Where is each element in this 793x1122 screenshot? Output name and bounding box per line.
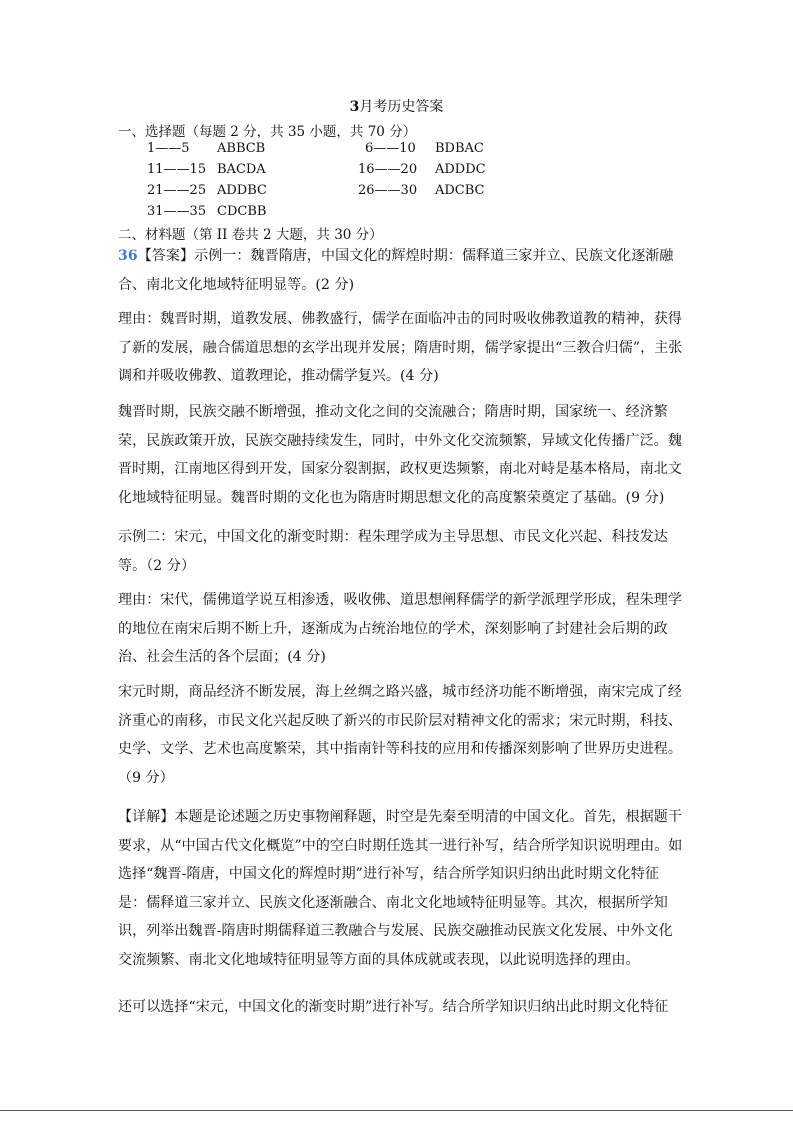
answer-range: 21——25 [147, 183, 207, 198]
answer-example-one: 示例一：魏晋隋唐，中国文化的辉煌时期：儒释道三家并立、民族文化逐渐融合、南北文化地域特征明显等。(2 分) [118, 248, 674, 293]
page-bottom-divider [0, 1110, 793, 1111]
answer-row [365, 141, 484, 156]
answer-paragraph [118, 242, 683, 299]
answer-letters: BACDA [217, 162, 266, 177]
answer-letters: ADDBC [217, 183, 267, 198]
answer-range: 31——35 [147, 204, 207, 219]
section1-heading: 一、选择题（每题 2 分，共 35 小题，共 70 分） [118, 124, 417, 140]
analysis-paragraph: 魏晋时期，民族交融不断增强，推动文化之间的交流融合；隋唐时期，国家统一、经济繁荣，民族政策开放，民族交融持续发生，同时，中外文化交流频繁，异域文化传播广泛。魏晋时期，江南地区得到开发，国家分裂割据，政权更迭频繁，南北对峙是基本格局，南北文化地域特征明显。魏晋时期的文化也为隋唐时期思想文化的高度繁荣奠定了基础。(9 分) [118, 404, 682, 506]
title-text: 月考历史答案 [359, 99, 444, 115]
reason-paragraph-two: 理由：宋代，儒佛道学说互相渗透，吸收佛、道思想阐释儒学的新学派理学形成，程朱理学的地位在南宋后期不断上升，逐渐成为占统治地位的学术，深刻影响了封建社会后期的政治、社会生活的各个层面；(4 分) [118, 592, 682, 665]
answer-example-two: 示例二：宋元，中国文化的渐变时期：程朱理学成为主导思想、市民文化兴起、科技发达等。（2 分） [118, 529, 668, 574]
reason-paragraph: 理由：魏晋时期，道教发展、佛教盛行，儒学在面临冲击的同时吸收佛教道教的精神，获得了新的发展，融合儒道思想的玄学出现并发展；隋唐时期，儒学家提出“三教合归儒”，主张调和并吸收佛教、道教理论，推动儒学复兴。(4 分) [118, 311, 683, 384]
answer-row [147, 141, 265, 156]
answer-range: 11——15 [147, 162, 207, 177]
answer-row [147, 183, 267, 198]
answer-range: 16——20 [358, 162, 418, 177]
answer-range: 1——5 [147, 141, 190, 156]
answer-row [358, 162, 486, 177]
continuation-paragraph: 还可以选择“宋元，中国文化的渐变时期”进行补写。结合所学知识归纳出此时期文化特征 [118, 999, 669, 1015]
detail-paragraph [118, 803, 683, 974]
section2-heading: 二、材料题（第 II 卷共 2 大题，共 30 分） [118, 227, 383, 243]
question-number: 36 [118, 248, 138, 264]
answer-letters: ABBCB [217, 141, 266, 156]
answer-tag: 【答案】 [137, 248, 195, 264]
answer-letters: CDCBB [217, 204, 267, 219]
answer-letters: BDBAC [435, 141, 484, 156]
answer-letters: ADDDC [435, 162, 486, 177]
answer-row [358, 183, 485, 198]
detail-text: 本题是论述题之历史事物阐释题，时空是先秦至明清的中国文化。首先，根据题干要求，从“中国古代文化概览”中的空白时期任选其一进行补写，结合所学知识说明理由。如选择“魏晋-隋唐，中国文化的辉煌时期”进行补写，结合所学知识归纳出此时期文化特征是：儒释道三家并立、民族文化逐渐融合、南北文化地域特征明显等。其次，根据所学知识，列举出魏晋-隋唐时期儒释道三教融合与发展、民族交融推动民族文化发展、中外文化交流频繁、南北文化地域特征明显等方面的具体成就或表现，以此说明选择的理由。 [118, 809, 683, 968]
answer-range: 26——30 [358, 183, 418, 198]
title-number: 3 [349, 99, 360, 115]
answer-row [147, 162, 266, 177]
page-title [0, 96, 793, 116]
answer-letters: ADCBC [435, 183, 485, 198]
detail-tag: 【详解】 [118, 809, 175, 825]
analysis-paragraph-two: 宋元时期，商品经济不断发展，海上丝绸之路兴盛，城市经济功能不断增强，南宋完成了经济重心的南移，市民文化兴起反映了新兴的市民阶层对精神文化的需求；宋元时期，科技、史学、文学、艺术也高度繁荣，其中指南针等科技的应用和传播深刻影响了世界历史进程。（9 分） [118, 684, 682, 786]
answer-row [147, 204, 266, 219]
answer-range: 6——10 [365, 141, 416, 156]
